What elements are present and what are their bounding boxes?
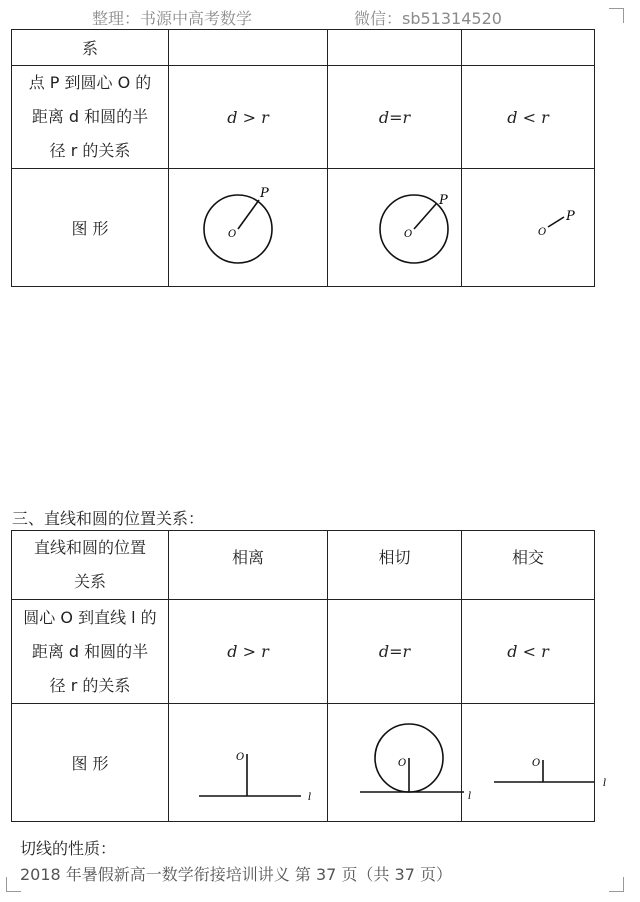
page-footer: 2018 年暑假新高一数学衔接培训讲义 第 37 页（共 37 页）	[20, 865, 452, 884]
relation-outside: d > r	[169, 66, 328, 169]
point-circle-table	[11, 29, 595, 287]
svg-text:O: O	[228, 229, 237, 240]
figure-line-intersect	[462, 704, 607, 822]
table-row	[12, 600, 595, 704]
circle-figure	[169, 169, 328, 282]
circle-figure	[462, 169, 595, 282]
circle-figure	[328, 169, 462, 282]
section-title: 三、直线和圆的位置关系：	[12, 509, 205, 528]
figure-line-separate	[169, 704, 328, 822]
relation-separate: d > r	[169, 600, 328, 704]
svg-text:O: O	[236, 752, 245, 763]
relation-tangent: d=r	[328, 600, 462, 704]
header-intersect: 相交	[462, 531, 595, 600]
svg-text:P: P	[566, 209, 575, 224]
table-row	[12, 30, 595, 66]
relation-intersect: d < r	[462, 600, 595, 704]
crop-mark-bottom-left	[6, 877, 21, 892]
svg-text:l: l	[603, 778, 607, 789]
figure-point-on	[328, 169, 462, 287]
figure-point-outside	[169, 169, 328, 287]
line-figure	[328, 704, 472, 817]
header-separate: 相离	[169, 531, 328, 600]
page-header	[0, 4, 640, 28]
row-label: 系	[12, 30, 169, 66]
table-row	[12, 169, 595, 287]
figure-line-tangent	[328, 704, 472, 822]
svg-text:O: O	[532, 758, 541, 769]
svg-text:P: P	[439, 193, 448, 208]
relation-on: d=r	[328, 66, 462, 169]
row-label-distance: 圆心 O 到直线 l 的 距离 d 和圆的半 径 r 的关系	[12, 600, 169, 704]
line-figure	[169, 704, 328, 817]
table-row	[12, 531, 595, 600]
relation-inside: d < r	[462, 66, 595, 169]
svg-text:l: l	[468, 791, 472, 802]
figure-point-inside	[462, 169, 595, 287]
row-label-figure: 图 形	[12, 169, 169, 287]
svg-text:l: l	[308, 792, 312, 803]
svg-text:O: O	[404, 229, 413, 240]
header-source: 整理：书源中高考数学	[92, 9, 253, 28]
svg-text:P: P	[260, 186, 269, 201]
crop-mark-top-right	[609, 8, 624, 23]
line-figure	[462, 704, 607, 817]
table-row	[12, 66, 595, 169]
crop-mark-bottom-right	[609, 877, 624, 892]
header-tangent: 相切	[328, 531, 462, 600]
row-label-figure: 图 形	[12, 704, 169, 822]
row-label-distance: 点 P 到圆心 O 的 距离 d 和圆的半 径 r 的关系	[12, 66, 169, 169]
table-row	[12, 704, 595, 822]
line-circle-table	[11, 530, 607, 822]
tangent-property-heading: 切线的性质：	[20, 839, 117, 858]
header-position-relation: 直线和圆的位置 关系	[12, 531, 169, 600]
header-wechat: 微信：sb51314520	[354, 9, 502, 28]
svg-text:O: O	[398, 758, 407, 769]
svg-text:O: O	[538, 227, 547, 238]
